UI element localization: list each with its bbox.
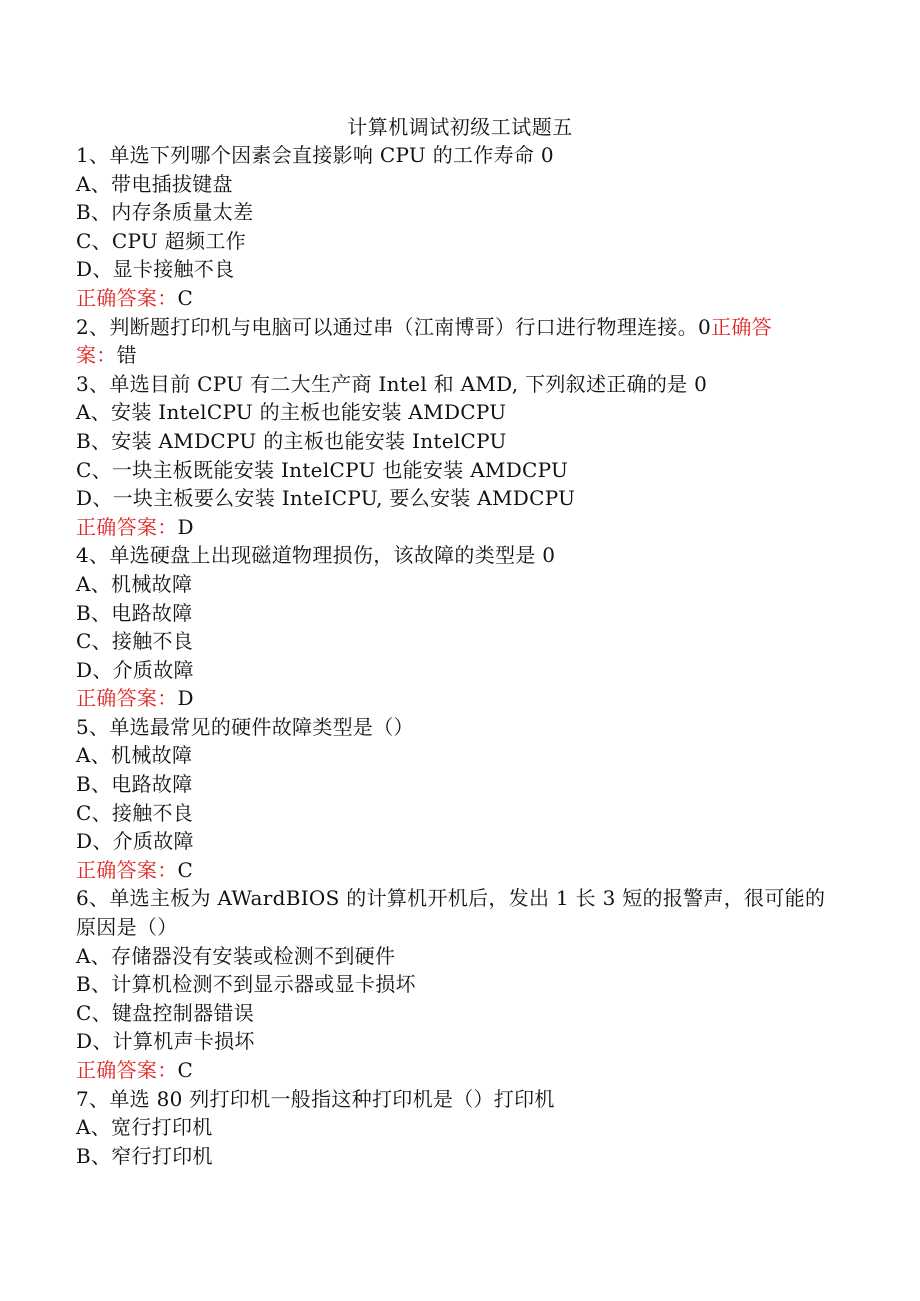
question-1-option-b: B、内存条质量太差 bbox=[76, 200, 254, 225]
question-3-option-a: A、安装 IntelCPU 的主板也能安装 AMDCPU bbox=[76, 400, 507, 425]
document-body bbox=[76, 141, 828, 1170]
question-4-stem: 4、单选硬盘上出现磁道物理损伤，该故障的类型是 0 bbox=[76, 543, 556, 568]
question-1-option-d: D、显卡接触不良 bbox=[76, 257, 235, 282]
answer-label: 正确答案： bbox=[76, 285, 178, 310]
question-6-option-c: C、键盘控制器错误 bbox=[76, 1000, 255, 1025]
question-1-stem: 1、单选下列哪个因素会直接影响 CPU 的工作寿命 0 bbox=[76, 143, 554, 167]
question-6-answer bbox=[76, 1056, 828, 1085]
question-6-stem-line-2: 原因是（） bbox=[76, 915, 178, 940]
question-3-option-d: D、一块主板要么安装 InteICPU, 要么安装 AMDCPU bbox=[76, 486, 576, 511]
answer-value: C bbox=[177, 857, 194, 882]
answer-label-part2: 案： bbox=[76, 343, 117, 368]
question-4-option-d: D、介质故障 bbox=[76, 657, 194, 682]
question-3-option-c: C、一块主板既能安装 IntelCPU 也能安装 AMDCPU bbox=[76, 457, 569, 482]
question-1-answer bbox=[76, 284, 828, 313]
question-6-option-d: D、计算机声卡损坏 bbox=[76, 1029, 255, 1054]
document-title: 计算机调试初级工试题五 bbox=[347, 115, 573, 139]
answer-value: 错 bbox=[116, 343, 137, 368]
question-5-option-c: C、接触不良 bbox=[76, 800, 194, 825]
question-6-option-b: B、计算机检测不到显示器或显卡损坏 bbox=[76, 972, 416, 997]
question-5-option-d: D、介质故障 bbox=[76, 829, 194, 854]
question-2-stem: 2、判断题打印机与电脑可以通过串（江南博哥）行口进行物理连接。0 bbox=[76, 314, 712, 339]
question-6-stem-line-1: 6、单选主板为 AWardBIOS 的计算机开机后，发出 1 长 3 短的报警声，很可能的 bbox=[76, 886, 826, 911]
answer-value: C bbox=[177, 1058, 194, 1082]
answer-value: D bbox=[177, 686, 194, 711]
question-7-option-b: B、窄行打印机 bbox=[76, 1143, 213, 1168]
answer-label: 正确答案： bbox=[76, 686, 178, 711]
question-1-option-c: C、CPU 超频工作 bbox=[76, 228, 246, 253]
question-7-stem: 7、单选 80 列打印机一般指这种打印机是（）打印机 bbox=[76, 1086, 555, 1111]
question-6-option-a: A、存储器没有安装或检测不到硬件 bbox=[76, 943, 396, 968]
question-3-answer bbox=[76, 513, 828, 542]
question-4-option-a: A、机械故障 bbox=[76, 571, 193, 596]
question-4-option-b: B、电路故障 bbox=[76, 600, 193, 625]
answer-value: C bbox=[177, 285, 194, 310]
question-4-answer bbox=[76, 684, 828, 713]
question-3-stem: 3、单选目前 CPU 有二大生产商 Intel 和 AMD, 下列叙述正确的是 0 bbox=[76, 371, 708, 396]
question-3-option-b: B、安装 AMDCPU 的主板也能安装 IntelCPU bbox=[76, 428, 507, 453]
question-7-option-a: A、宽行打印机 bbox=[76, 1115, 213, 1140]
answer-label: 正确答案： bbox=[76, 857, 178, 882]
answer-label: 正确答案： bbox=[76, 514, 178, 539]
question-1-option-a: A、带电插拔键盘 bbox=[76, 171, 233, 196]
question-2-answer bbox=[76, 341, 828, 370]
question-5-stem: 5、单选最常见的硬件故障类型是（） bbox=[76, 714, 414, 739]
answer-label: 正确答案： bbox=[76, 1058, 178, 1082]
question-4-option-c: C、接触不良 bbox=[76, 629, 194, 654]
question-2-stem-line bbox=[76, 313, 828, 342]
question-5-option-b: B、电路故障 bbox=[76, 772, 193, 797]
answer-value: D bbox=[177, 514, 194, 539]
answer-label-part1: 正确答 bbox=[711, 314, 772, 339]
question-5-answer bbox=[76, 856, 828, 885]
question-5-option-a: A、机械故障 bbox=[76, 743, 193, 768]
